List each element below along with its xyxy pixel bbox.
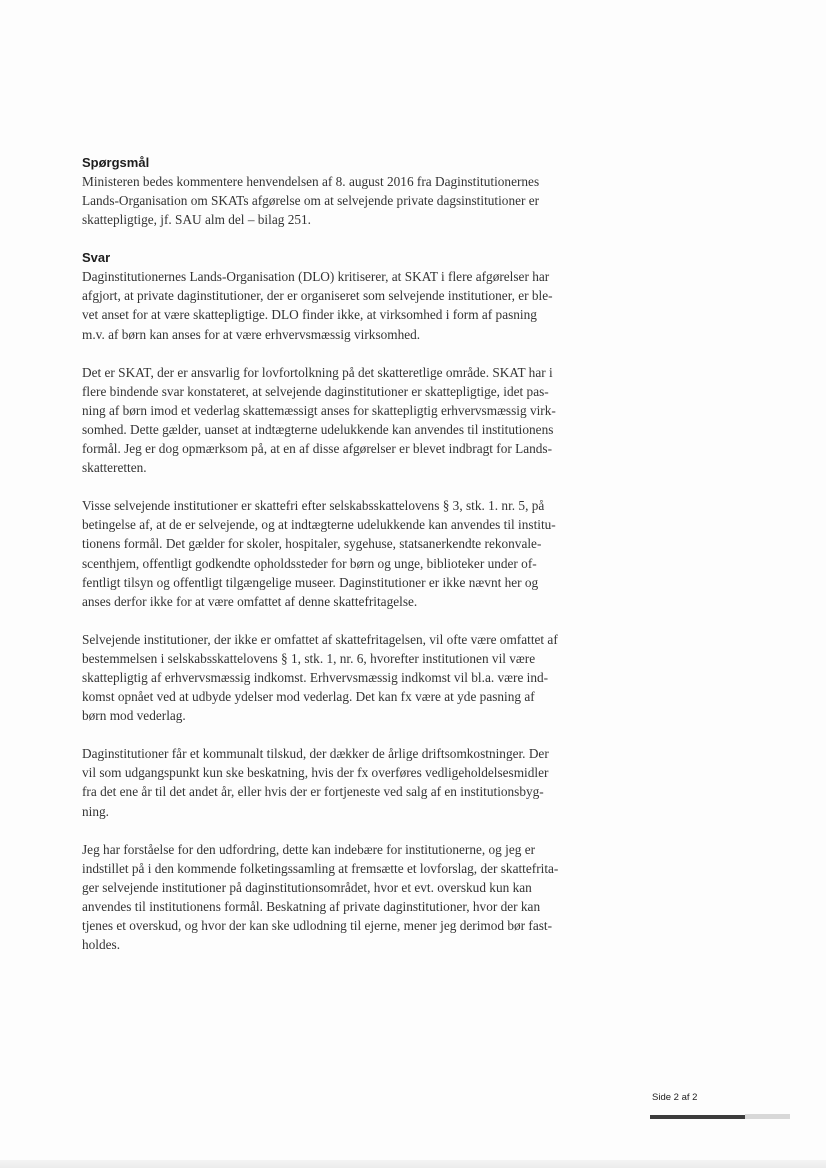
text-line: betingelse af, at de er selvejende, og at indtægterne udelukkende kan anvendes til institu- [82, 517, 556, 533]
footer-rule [650, 1115, 745, 1119]
question-section [82, 154, 630, 229]
text-line: komst opnået ved at udbyde ydelser mod vederlag. Det kan fx være at yde pasning af [82, 689, 535, 705]
page-number: Side 2 af 2 [652, 1092, 698, 1103]
document-body [82, 154, 630, 974]
text-line: Visse selvejende institutioner er skattefri efter selskabsskattelovens § 3, stk. 1. nr. 5, på [82, 498, 545, 514]
text-line: anses derfor ikke for at være omfattet af denne skattefritagelse. [82, 593, 418, 609]
answer-paragraph-1 [82, 267, 630, 343]
text-line: tjenes et overskud, og hvor der kan ske udlodning til ejerne, mener jeg derimod bør fast- [82, 918, 553, 933]
text-line: fentligt tilsyn og offentligt tilgængelige museer. Daginstitutioner er ikke nævnt her og [82, 574, 539, 590]
text-line: holdes. [82, 937, 121, 953]
text-line: vil som udgangspunkt kun ske beskatning, hvis der fx overføres vedligeholdelsesmidler [82, 765, 549, 781]
text-line: ger selvejende institutioner på daginstitutionsområdet, hvor et evt. overskud kun kan [82, 879, 532, 895]
answer-paragraph-6 [82, 840, 630, 955]
text-line: fra det ene år til det andet år, eller hvis der er fortjeneste ved salg af en institutionsbyg- [82, 784, 544, 800]
answer-section [82, 249, 630, 954]
text-line: skattepligtige, jf. SAU alm del – bilag 251. [82, 212, 311, 228]
text-line: skattepligtig af erhvervsmæssig indkomst. Erhvervsmæssig indkomst vil bl.a. være ind- [82, 669, 549, 685]
text-line: Lands-Organisation om SKATs afgørelse om at selvejende private dagsinstitutioner er [82, 193, 540, 209]
text-line: bestemmelsen i selskabsskattelovens § 1, stk. 1, nr. 6, hvorefter institutionen vil være [82, 650, 536, 666]
text-line: vet anset for at være skattepligtige. DLO finder ikke, at virksomhed i form af pasning [82, 307, 537, 323]
scan-edge [0, 1160, 826, 1168]
answer-paragraph-4 [82, 630, 630, 725]
text-line: Selvejende institutioner, der ikke er omfattet af skattefritagelsen, vil ofte være omfattet af [82, 631, 558, 647]
question-paragraph [82, 172, 630, 229]
text-line: Det er SKAT, der er ansvarlig for lovfortolkning på det skatteretlige område. SKAT har i [82, 364, 553, 380]
text-line: formål. Jeg er dog opmærksom på, at en af disse afgørelser er blevet indbragt for Lands- [82, 441, 553, 457]
text-line: Daginstitutioner får et kommunalt tilskud, der dækker de årlige driftsomkostninger. Der [82, 746, 549, 762]
answer-paragraph-3 [82, 496, 630, 611]
text-line: Jeg har forståelse for den udfordring, dette kan indebære for institutionerne, og jeg er [82, 841, 536, 857]
text-line: scenthjem, offentligt godkendte opholdssteder for børn og unge, biblioteker under of- [82, 555, 537, 571]
text-line: Ministeren bedes kommentere henvendelsen af 8. august 2016 fra Daginstitutionernes [82, 174, 540, 189]
answer-paragraph-5 [82, 744, 630, 820]
text-line: ning. [82, 803, 109, 819]
answer-heading: Svar [82, 250, 111, 266]
text-line: børn mod vederlag. [82, 708, 186, 724]
text-line: afgjort, at private daginstitutioner, der er organiseret som selvejende institutioner, er ble- [82, 288, 553, 304]
answer-paragraph-2 [82, 363, 630, 478]
text-line: indstillet på i den kommende folketingssamling at fremsætte et lovforslag, der skattefrita- [82, 860, 559, 876]
text-line: ning af børn imod et vederlag skattemæssigt anses for skattepligtig erhvervsmæssig virk- [82, 402, 556, 418]
footer-rule-faded [745, 1114, 790, 1119]
text-line: somhed. Dette gælder, uanset at indtægterne udelukkende kan anvendes til institutionens [82, 421, 554, 437]
text-line: flere bindende svar konstateret, at selvejende daginstitutioner er skattepligtige, idet pas- [82, 383, 549, 399]
text-line: tionens formål. Det gælder for skoler, hospitaler, sygehuse, statsanerkendte rekonvale- [82, 536, 542, 552]
text-line: skatteretten. [82, 460, 147, 476]
text-line: anvendes til institutionens formål. Beskatning af private daginstitutioner, hvor der kan [82, 898, 541, 914]
text-line: Daginstitutionernes Lands-Organisation (DLO) kritiserer, at SKAT i flere afgørelser har [82, 269, 550, 285]
text-line: m.v. af børn kan anses for at være erhvervsmæssig virksomhed. [82, 326, 421, 342]
question-heading: Spørgsmål [82, 155, 150, 170]
